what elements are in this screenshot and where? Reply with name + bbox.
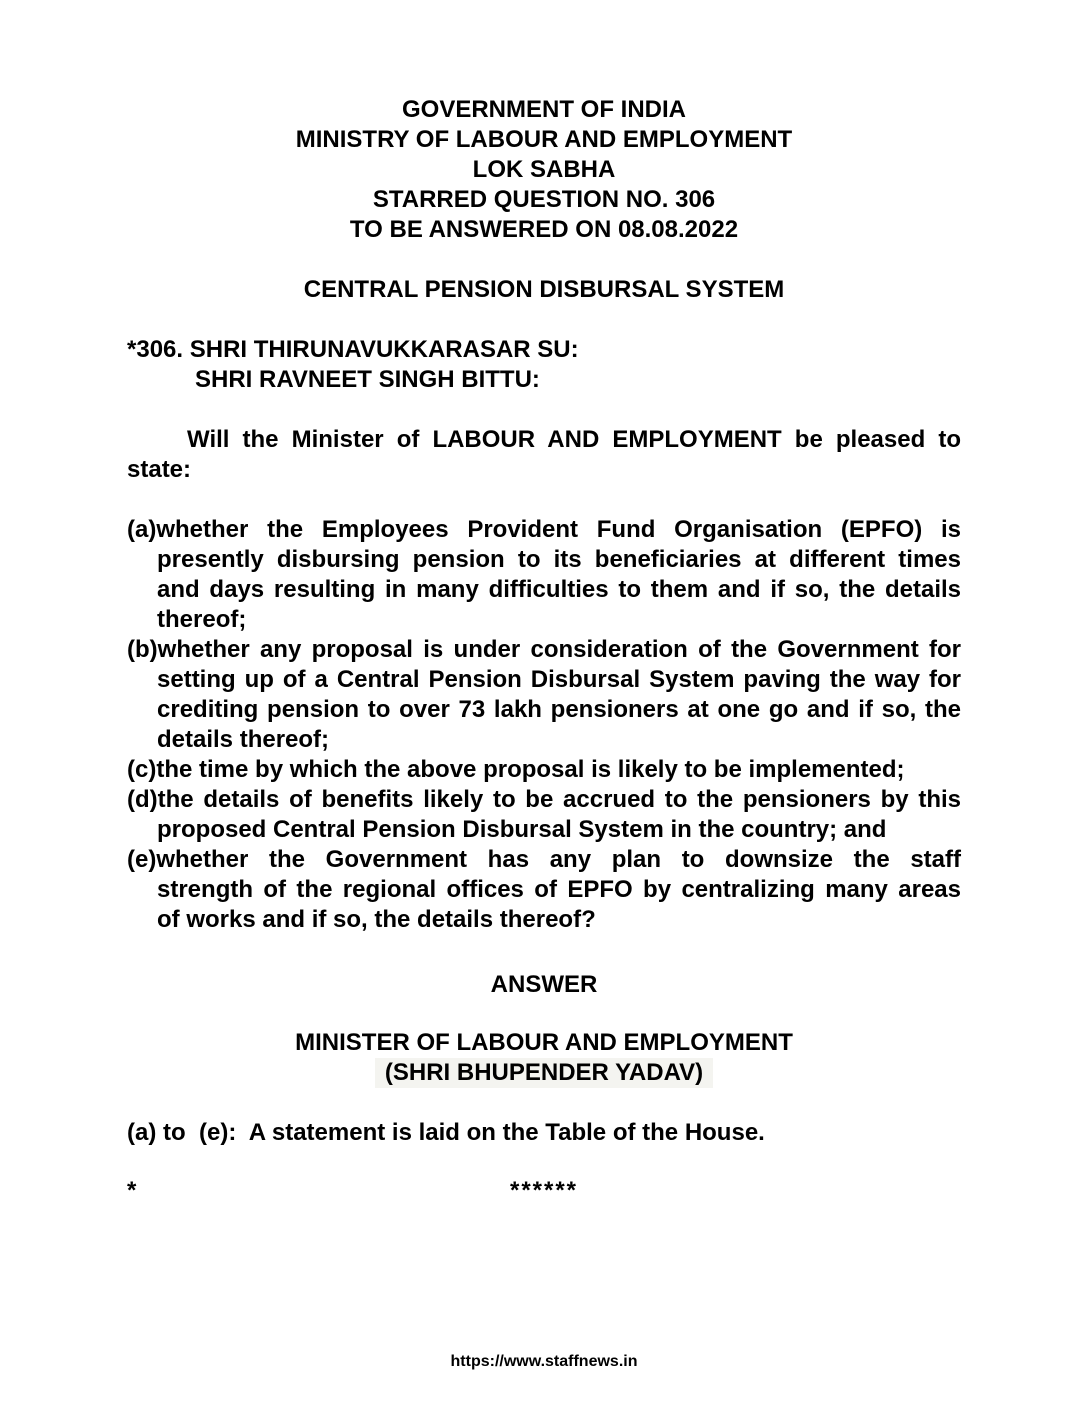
header-line-answer-date: TO BE ANSWERED ON 08.08.2022 — [349, 216, 739, 243]
minister-block — [127, 1028, 961, 1088]
footnote-star: * — [127, 1177, 137, 1204]
item-line — [127, 785, 961, 815]
item-text: the time by which the above proposal is likely to be implemented; — [156, 756, 905, 783]
header-line-government: GOVERNMENT OF INDIA — [401, 96, 686, 123]
item-line — [127, 755, 961, 785]
item-text: whether any proposal is under consideration of the Government for — [157, 636, 961, 663]
intro-paragraph — [127, 425, 961, 485]
item-line — [127, 635, 961, 665]
member-name-2: SHRI RAVNEET SINGH BITTU: — [195, 366, 540, 393]
item-text: the details of benefits likely to be accrued to the pensioners by this — [157, 786, 961, 813]
item-label-b: (b) — [127, 636, 158, 663]
intro-line-2: state: — [127, 456, 192, 483]
item-line — [127, 515, 961, 545]
question-item-a — [127, 515, 961, 635]
item-line: thereof; — [157, 606, 247, 633]
intro-line-1: Will the Minister of LABOUR AND EMPLOYMENT be pleased to — [187, 426, 961, 453]
question-item-d — [127, 785, 961, 845]
item-line — [127, 845, 961, 875]
item-line: and days resulting in many difficulties to them and if so, the details — [157, 576, 961, 603]
item-line: strength of the regional offices of EPFO by centralizing many areas — [157, 876, 961, 903]
item-label-e: (e) — [127, 846, 157, 873]
question-item-b — [127, 635, 961, 755]
end-marker-row — [127, 1176, 961, 1206]
item-label-c: (c) — [127, 756, 157, 783]
minister-title: MINISTER OF LABOUR AND EMPLOYMENT — [295, 1029, 793, 1056]
question-members — [127, 335, 961, 395]
question-items — [127, 515, 961, 935]
question-number: *306. — [127, 336, 184, 363]
item-line: setting up of a Central Pension Disbursal System paving the way for — [157, 666, 961, 693]
item-line: presently disbursing pension to its beneficiaries at different times — [157, 546, 961, 573]
subject-title: CENTRAL PENSION DISBURSAL SYSTEM — [303, 276, 785, 303]
doc-header — [127, 95, 961, 245]
answer-heading: ANSWER — [490, 971, 598, 998]
item-text: whether the Employees Provident Fund Organisation (EPFO) is — [156, 516, 961, 543]
header-line-house: LOK SABHA — [472, 156, 616, 183]
item-label-a: (a) — [127, 516, 157, 543]
item-line: proposed Central Pension Disbursal System in the country; and — [157, 816, 887, 843]
question-item-c — [127, 755, 961, 785]
header-line-question-no: STARRED QUESTION NO. 306 — [372, 186, 716, 213]
question-item-e — [127, 845, 961, 935]
header-line-ministry: MINISTRY OF LABOUR AND EMPLOYMENT — [295, 126, 793, 153]
member-line-1 — [127, 335, 961, 365]
item-label-d: (d) — [127, 786, 158, 813]
member-name-1: SHRI THIRUNAVUKKARASAR SU: — [189, 336, 579, 363]
answer-statement: (a) to (e): A statement is laid on the Table of the House. — [127, 1119, 765, 1146]
end-marker-stars: ****** — [509, 1177, 579, 1204]
minister-name-line — [127, 1058, 961, 1088]
item-line: crediting pension to over 73 lakh pensioners at one go and if so, the — [157, 696, 961, 723]
minister-name: (SHRI BHUPENDER YADAV) — [375, 1058, 713, 1088]
item-text: whether the Government has any plan to downsize the staff — [156, 846, 961, 873]
item-line: of works and if so, the details thereof? — [157, 906, 596, 933]
footer-url: https://www.staffnews.in — [450, 1353, 638, 1370]
item-line: details thereof; — [157, 726, 330, 753]
